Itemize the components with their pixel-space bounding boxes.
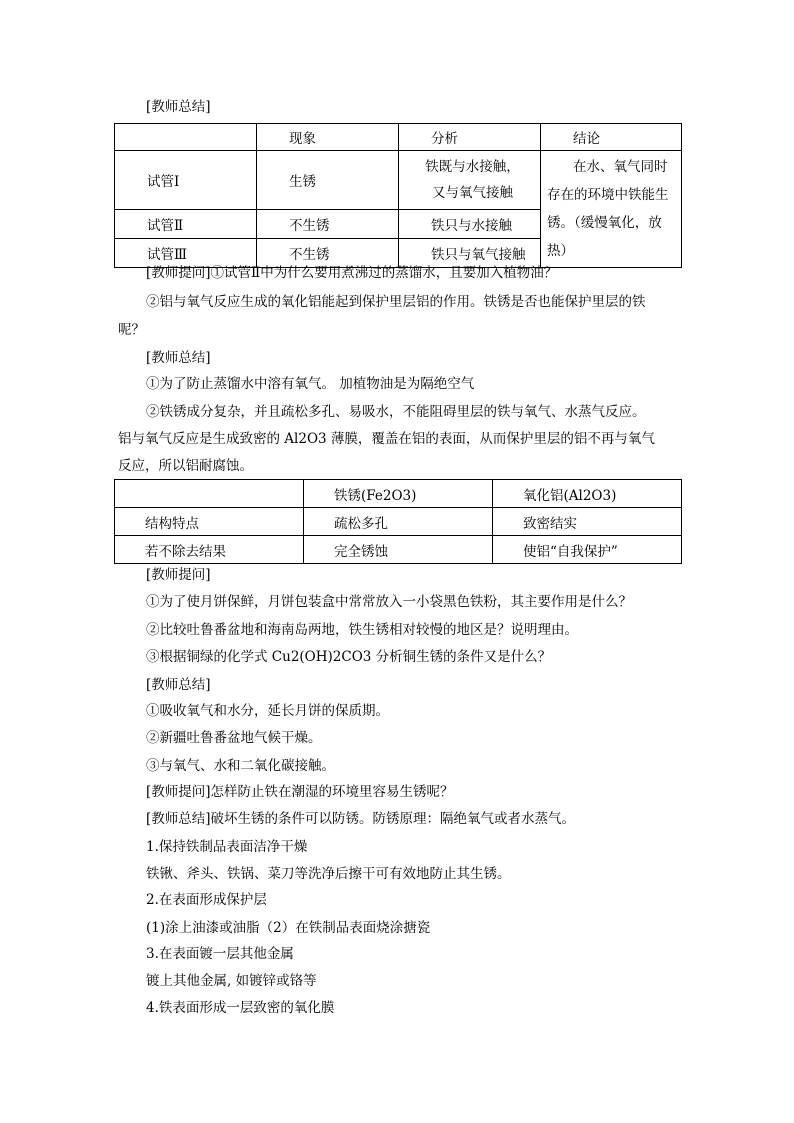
- table-header-conclusion: 结论: [541, 124, 682, 151]
- teacher-question: ②铝与氧气反应生成的氧化铝能起到保护里层铝的作用。铁锈是否也能保护里层的铁: [146, 294, 646, 310]
- method-title: 1.保持铁制品表面洁净干燥: [146, 839, 308, 855]
- row-alumina: 致密结实: [493, 508, 682, 536]
- row-label: 试管Ⅲ: [115, 239, 257, 268]
- table-header-phenomenon: 现象: [257, 124, 399, 151]
- teacher-question: [教师提问]怎样防止铁在潮湿的环境里容易生锈呢？: [146, 784, 454, 800]
- row-rust: 疏松多孔: [304, 508, 493, 536]
- question-item: ③根据铜绿的化学式 Cu2(OH)2CO3 分析铜生锈的条件又是什么？: [146, 649, 552, 665]
- table-row: [115, 151, 682, 210]
- question-item: ②比较吐鲁番盆地和海南岛两地，铁生锈相对较慢的地区是？说明理由。: [146, 622, 578, 638]
- row-analysis: 铁只与氧气接触: [399, 239, 541, 268]
- table-header-row: [115, 124, 682, 151]
- question-item: ①为了使月饼保鲜，月饼包装盒中常常放入一小袋黑色铁粉，其主要作用是什么？: [146, 594, 632, 610]
- row-label: 试管Ⅱ: [115, 210, 257, 239]
- row-phenomenon: 不生锈: [257, 239, 399, 268]
- method-text: 铁锹、斧头、铁锅、菜刀等洗净后擦干可有效地防止其生锈。: [146, 866, 511, 882]
- summary-item: ③与氧气、水和二氧化碳接触。: [146, 758, 335, 774]
- teacher-summary-heading: [教师总结]: [146, 99, 211, 115]
- summary-text: ①为了防止蒸馏水中溶有氧气。 加植物油是为隔绝空气: [146, 376, 475, 392]
- table-row: [115, 536, 682, 564]
- method-text: 镀上其他金属, 如镀锌或铬等: [146, 973, 317, 989]
- table-header-rust: 铁锈(Fe2O3): [304, 480, 493, 508]
- method-title: 2.在表面形成保护层: [146, 892, 267, 908]
- row-label: 结构特点: [115, 508, 304, 536]
- rust-vs-alumina-table: [114, 479, 682, 564]
- row-label: 若不除去结果: [115, 536, 304, 564]
- teacher-question: [教师提问]: [146, 567, 211, 583]
- conclusion-cell: 在水、氧气同时存在的环境中铁能生锈。（缓慢氧化，放热）: [541, 151, 682, 268]
- teacher-question: 呢？: [118, 322, 145, 338]
- method-title: 3.在表面镀一层其他金属: [146, 946, 294, 962]
- teacher-summary: [教师总结]破坏生锈的条件可以防锈。防锈原理：隔绝氧气或者水蒸气。: [146, 811, 576, 827]
- summary-text: 反应，所以铝耐腐蚀。: [118, 458, 253, 474]
- table-header-row: [115, 480, 682, 508]
- row-rust: 完全锈蚀: [304, 536, 493, 564]
- table-header-analysis: 分析: [399, 124, 541, 151]
- summary-item: ②新疆吐鲁番盆地气候干燥。: [146, 730, 322, 746]
- teacher-question: [教师提问]①试管Ⅱ中为什么要用煮沸过的蒸馏水，且要加入植物油？: [146, 265, 558, 281]
- table-header-empty: [115, 124, 257, 151]
- row-phenomenon: 不生锈: [257, 210, 399, 239]
- method-title: 4.铁表面形成一层致密的氧化膜: [146, 1000, 335, 1016]
- analysis-line: 铁既与水接触，: [425, 159, 520, 176]
- row-phenomenon: 生锈: [257, 151, 399, 210]
- table-header-alumina: 氧化铝(Al2O3): [493, 480, 682, 508]
- row-analysis: [399, 151, 541, 210]
- summary-text: 铝与氧气反应是生成致密的 Al2O3 薄膜，覆盖在铝的表面，从而保护里层的铝不再与氧气: [118, 431, 655, 447]
- table-header-empty: [115, 480, 304, 508]
- row-analysis: 铁只与水接触: [399, 210, 541, 239]
- summary-item: ①吸收氧气和水分，延长月饼的保质期。: [146, 703, 389, 719]
- summary-text: ②铁锈成分复杂，并且疏松多孔、易吸水，不能阻碍里层的铁与氧气、水蒸气反应。: [146, 404, 646, 420]
- table-row: [115, 508, 682, 536]
- row-label: 试管Ⅰ: [115, 151, 257, 210]
- row-alumina: 使铝“自我保护”: [493, 536, 682, 564]
- rust-experiment-table: [114, 123, 682, 268]
- method-text: (1)涂上油漆或油脂（2）在铁制品表面烧涂搪瓷: [146, 920, 431, 936]
- teacher-summary-heading: [教师总结]: [146, 350, 211, 366]
- teacher-summary-heading: [教师总结]: [146, 677, 211, 693]
- analysis-line: 又与氧气接触: [432, 185, 513, 202]
